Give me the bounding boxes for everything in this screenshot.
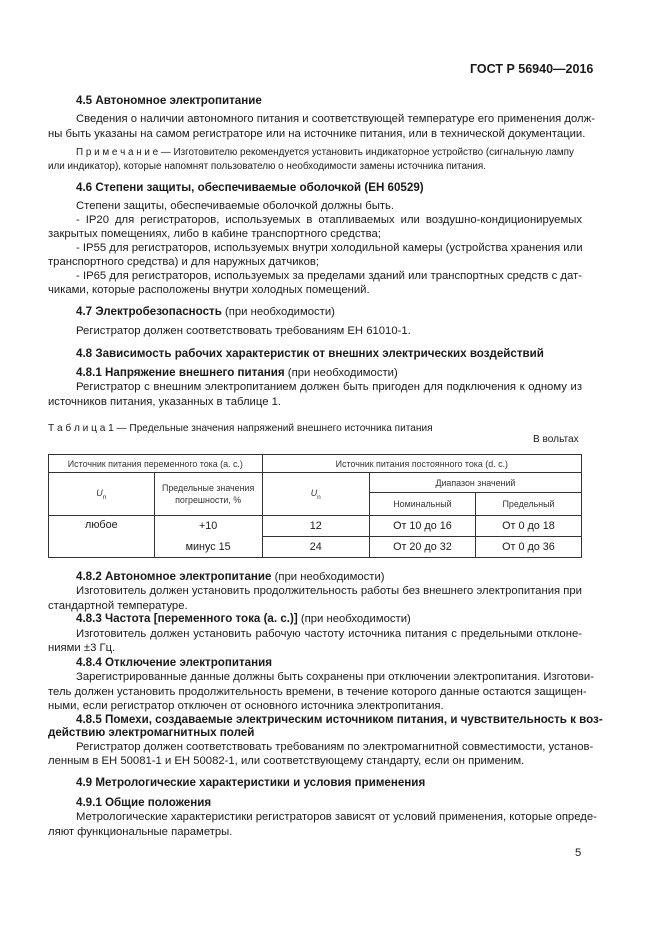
section-4-5-text-line: Сведения о наличии автономного питания и соответствующей температуре его применения долж- [76,113,595,125]
section-4-8-2-heading: 4.8.2 Автономное электропитание (при необходимости) [76,570,385,583]
section-4-6-text-line: закрытых помещениях, либо в кабине транспортного средства; [48,228,381,240]
section-4-8-4-heading: 4.8.4 Отключение электропитания [76,656,273,669]
limit-value: От 0 до 36 [475,537,581,558]
section-4-8-4-text-line: тель должен установить продолжительность времени, в течение которого данные остаются защищен- [48,686,587,698]
section-4-7-heading: 4.7 Электробезопасность (при необходимости) [76,305,335,318]
page-number: 5 [575,847,582,859]
dc-un-value: 12 [262,516,369,537]
dc-un-header: $U_n$ [262,473,369,516]
section-4-8-5-text-line: Регистратор должен соответствовать требованиям по электромагнитной совместимости, установ- [76,741,594,753]
section-4-8-1-text-line: источников питания, указанных в таблице 1. [48,396,282,408]
table-caption: Т а б л и ц а 1 — Предельные значения напряжений внешнего источника питания [48,423,433,434]
dc-source-header: Источник питания постоянного тока (d. с.) [262,455,581,473]
table-row [49,516,582,537]
section-4-8-2-text-line: стандартной температуре. [48,600,188,612]
nominal-value: От 20 до 32 [369,537,475,558]
section-4-8-1-text-line: Регистратор с внешним электропитанием должен быть пригоден для подключения к одному из [76,381,582,393]
section-4-6-text-line: Степени защиты, обеспечиваемые оболочкой должны быть. [76,200,395,212]
ac-un-value: любое [49,516,155,558]
section-4-5-text-line: ны быть указаны на самом регистраторе или на источнике питания, или в технической документации. [48,128,586,140]
ac-source-header: Источник питания переменного тока (а. с.) [49,455,263,473]
document-header-id: ГОСТ Р 56940—2016 [470,62,594,76]
section-4-7-text-line: Регистратор должен соответствовать требованиям ЕН 61010-1. [76,325,411,337]
note-line [76,147,574,158]
limit-header: Предельный [475,493,581,516]
section-4-8-4-text-line: Зарегистрированные данные должны быть сохранены при отключении электропитания. Изготови- [76,671,594,683]
section-4-8-heading: 4.8 Зависимость рабочих характеристик от внешних электрических воздействий [76,347,544,360]
note-label: П р и м е ч а н и е [76,147,159,158]
ac-tolerance-value: +10 [154,516,262,537]
section-4-6-text-line: - IP20 для регистраторов, используемых в отапливаемых или воздушно-кондиционируемых [76,214,582,226]
range-header: Диапазон значений [369,473,581,493]
ac-tolerance-value: минус 15 [154,537,262,558]
section-4-6-text-line: - IP55 для регистраторов, используемых внутри холодильной камеры (устройства хранения или [76,242,583,254]
section-4-8-3-heading: 4.8.3 Частота [переменного тока (а. с.)] (при необходимости) [76,612,411,625]
ac-tolerance-header: Предельные значения погрешности, % [154,473,262,516]
note-text: — Изготовителю рекомендуется установить индикаторное устройство (сигнальную лампу [158,147,574,158]
section-4-6-text-line: - IP65 для регистраторов, используемых за пределами зданий или транспортных средств с дат- [76,270,582,282]
nominal-value: От 10 до 16 [369,516,475,537]
section-4-9-heading: 4.9 Метрологические характеристики и условия применения [76,776,426,789]
limit-value: От 0 до 18 [475,516,581,537]
section-4-8-4-text-line: ными, если регистратор отключен от основного источника электропитания. [48,700,444,712]
section-4-6-text-line: транспортного средства) и для наружных датчиков; [48,256,320,268]
section-4-5-heading: 4.5 Автономное электропитание [76,94,262,107]
section-4-8-5-heading: 4.8.5 Помехи, создаваемые электрическим источником питания, и чувствительность к воз- [76,713,603,726]
section-4-9-1-heading: 4.9.1 Общие положения [76,796,212,809]
dc-un-value: 24 [262,537,369,558]
voltage-limits-table [48,454,582,558]
section-4-9-1-text-line: Метрологические характеристики регистраторов зависят от условий применения, которые опреде- [76,811,597,823]
ac-un-header: $U_n$ [49,473,155,516]
section-4-8-5-heading-cont: действию электромагнитных полей [48,726,255,739]
nominal-header: Номинальный [369,493,475,516]
table-units: В вольтах [533,434,579,445]
section-4-9-1-text-line: ляют функциональные параметры. [48,826,233,838]
note-line: или индикатор), которые напомнят пользователю о необходимости замены источника питания. [48,161,487,172]
section-4-6-heading: 4.6 Степени защиты, обеспечиваемые оболочкой (ЕН 60529) [76,181,424,194]
section-4-8-1-heading: 4.8.1 Напряжение внешнего питания (при необходимости) [76,366,398,379]
section-4-8-3-text-line: ниями ±3 Гц. [48,642,116,654]
section-4-8-5-text-line: ленным в ЕН 50081-1 и ЕН 50082-1, или соответствующему стандарту, если он применим. [48,755,525,767]
section-4-8-3-text-line: Изготовитель должен установить рабочую частоту источника питания с предельными отклоне- [76,628,582,640]
section-4-8-2-text-line: Изготовитель должен установить продолжительность работы без внешнего электропитания при [76,585,582,597]
section-4-6-text-line: чиками, которые расположены внутри холодных помещений. [48,284,370,296]
